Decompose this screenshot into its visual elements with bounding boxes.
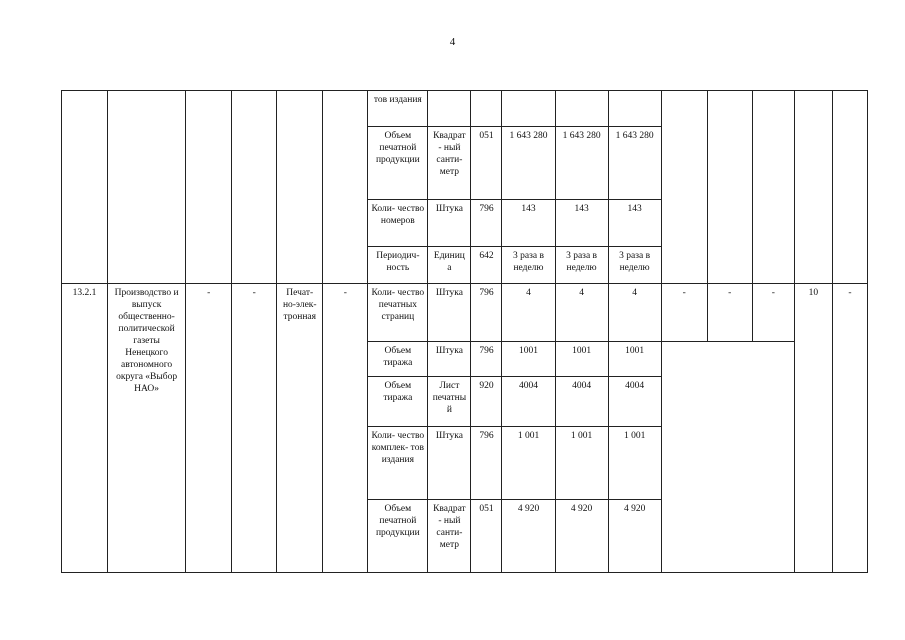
table-cell: 051: [471, 500, 502, 573]
indicator-cell: Коли- чество комплек- тов издания: [368, 427, 428, 500]
table-cell: Штука: [428, 427, 471, 500]
table-cell: [277, 91, 323, 284]
table-cell: 4 920: [502, 500, 555, 573]
table-cell: 4004: [502, 377, 555, 427]
table-cell: 1 001: [555, 427, 608, 500]
table-cell: [608, 91, 661, 127]
table-cell: 143: [555, 200, 608, 247]
table-cell: -: [752, 284, 794, 342]
entry-form: Печат- но-элек- тронная: [277, 284, 323, 573]
table-cell: 3 раза в неделю: [555, 247, 608, 284]
table-cell: 3 раза в неделю: [502, 247, 555, 284]
table-cell: Лист печатны й: [428, 377, 471, 427]
table-cell: 796: [471, 342, 502, 377]
table-cell: 796: [471, 427, 502, 500]
indicator-cell: тов издания: [368, 91, 428, 127]
entry-name: Производство и выпуск общественно-политической газеты Ненецкого автономного округа «Выбор НАО»: [108, 284, 186, 573]
table-cell: 4: [555, 284, 608, 342]
table-cell: 796: [471, 200, 502, 247]
table-cell: 4004: [608, 377, 661, 427]
table-cell: [428, 91, 471, 127]
indicator-cell: Объем печатной продукции: [368, 127, 428, 200]
registry-table: [61, 90, 868, 573]
table-cell: Единиц а: [428, 247, 471, 284]
table-cell: -: [661, 284, 707, 342]
table-cell: Квадрат - ный санти- метр: [428, 127, 471, 200]
table-cell: [502, 91, 555, 127]
table-cell: [794, 91, 832, 284]
indicator-cell: Коли- чество номеров: [368, 200, 428, 247]
table-cell: Штука: [428, 342, 471, 377]
table-cell: 143: [608, 200, 661, 247]
table-cell: 1 643 280: [502, 127, 555, 200]
table-cell: [62, 91, 108, 284]
table-cell: 4: [502, 284, 555, 342]
table-cell: 1001: [555, 342, 608, 377]
table-cell: 10: [794, 284, 832, 573]
indicator-cell: Объем тиража: [368, 377, 428, 427]
table-cell: [752, 91, 794, 284]
table-cell: 143: [502, 200, 555, 247]
table-cell: 796: [471, 284, 502, 342]
indicator-cell: Периодич- ность: [368, 247, 428, 284]
indicator-cell: Объем печатной продукции: [368, 500, 428, 573]
indicator-cell: Объем тиража: [368, 342, 428, 377]
table-cell: [108, 91, 186, 284]
table-cell: 1001: [608, 342, 661, 377]
table-cell: [323, 91, 368, 284]
table-cell: Квадрат - ный санти- метр: [428, 500, 471, 573]
table-cell: 4 920: [555, 500, 608, 573]
table-cell: [555, 91, 608, 127]
table-cell: 642: [471, 247, 502, 284]
table-row: [62, 284, 868, 342]
table-cell: -: [832, 284, 867, 573]
table-cell: 1 643 280: [608, 127, 661, 200]
table-cell: -: [707, 284, 752, 342]
table-cell: 051: [471, 127, 502, 200]
page-number: 4: [449, 36, 456, 48]
table-cell: 920: [471, 377, 502, 427]
table-cell: 4 920: [608, 500, 661, 573]
table-cell: 1001: [502, 342, 555, 377]
table-cell: 1 001: [608, 427, 661, 500]
table-cell: [471, 91, 502, 127]
table-cell: [661, 342, 794, 573]
table-cell: 1 643 280: [555, 127, 608, 200]
table-cell: [186, 91, 232, 284]
table-cell: 1 001: [502, 427, 555, 500]
table-cell: 3 раза в неделю: [608, 247, 661, 284]
table-cell: -: [186, 284, 232, 573]
table-cell: 4: [608, 284, 661, 342]
table-cell: Штука: [428, 284, 471, 342]
table-cell: 4004: [555, 377, 608, 427]
table-cell: [232, 91, 277, 284]
table-cell: [832, 91, 867, 284]
entry-number: 13.2.1: [62, 284, 108, 573]
table-cell: [707, 91, 752, 284]
table-cell: Штука: [428, 200, 471, 247]
indicator-cell: Коли- чество печатных страниц: [368, 284, 428, 342]
table-cell: -: [323, 284, 368, 573]
table-cell: [661, 91, 707, 284]
table-row: [62, 91, 868, 127]
table-cell: -: [232, 284, 277, 573]
